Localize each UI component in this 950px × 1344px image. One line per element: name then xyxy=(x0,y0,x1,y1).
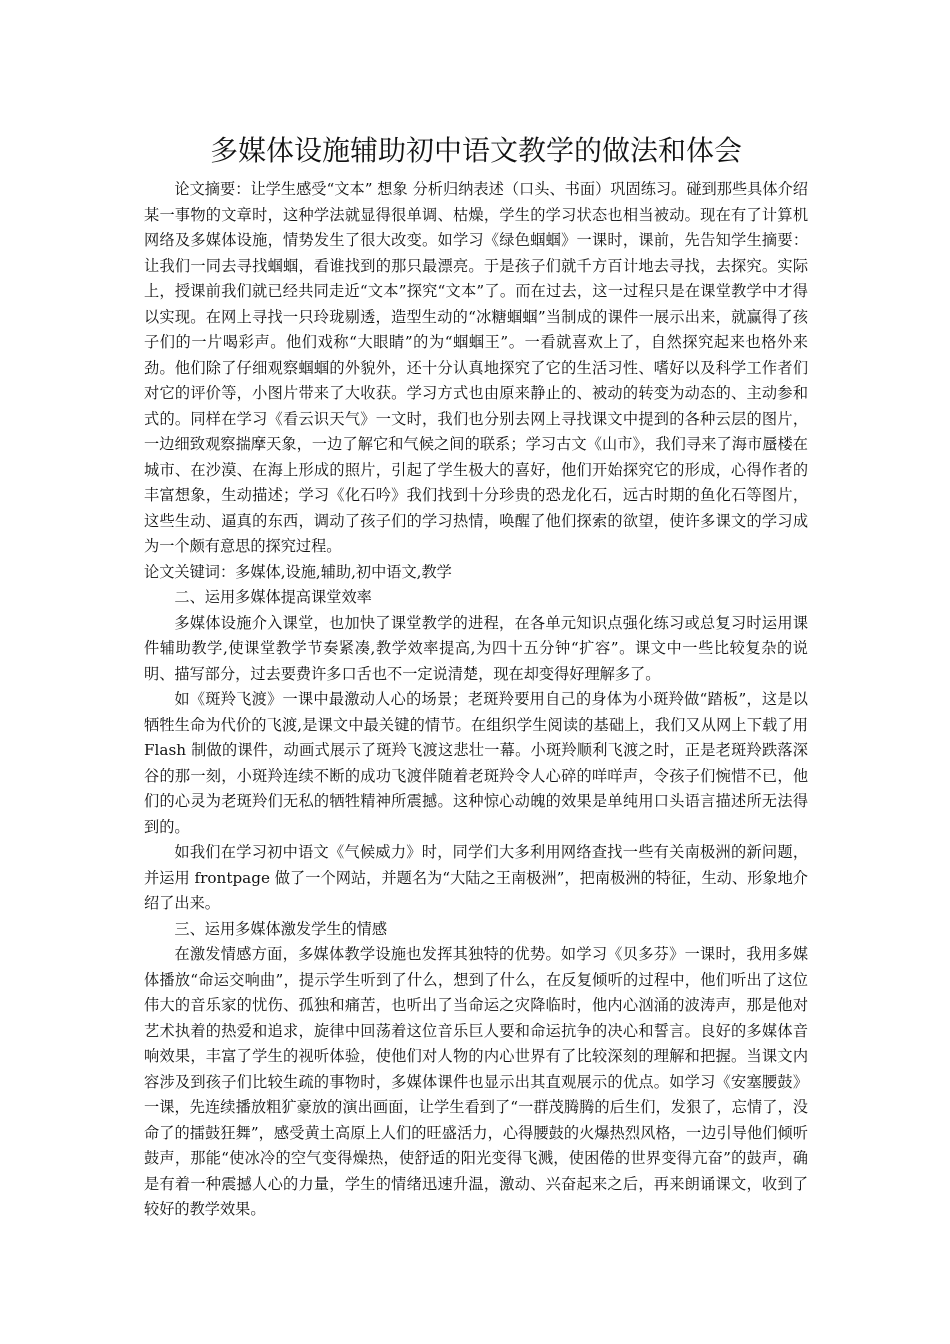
abstract-paragraph: 论文摘要：让学生感受“文本” 想象 分析归纳表述（口头、书面）巩固练习。碰到那些具体介绍某一事物的文章时，这种学法就显得很单调、枯燥，学生的学习状态也相当被动。现在有了计算机网络及多媒体设施，情势发生了很大改变。如学习《绿色蝈蝈》一课时，课前，先告知学生摘要：让我们一同去寻找蝈蝈，看谁找到的那只最漂亮。于是孩子们就千方百计地去寻找，去探究。实际上，授课前我们就已经共同走近“文本”探究“文本”了。而在过去，这一过程只是在课堂教学中才得以实现。在网上寻找一只玲珑剔透，造型生动的“冰糖蝈蝈”当制成的课件一展示出来，就赢得了孩子们的一片喝彩声。他们戏称“大眼睛”的为“蝈蝈王”。一看就喜欢上了，自然探究起来也格外来劲。他们除了仔细观察蝈蝈的外貌外，还十分认真地探究了它的生活习性、嗜好以及科学工作者们对它的评价等，小图片带来了大收获。学习方式也由原来静止的、被动的转变为动态的、主动参和式的。同样在学习《看云识天气》一文时，我们也分别去网上寻找课文中提到的各种云层的图片，一边细致观察揣摩天象，一边了解它和气候之间的联系；学习古文《山市》，我们寻来了海市蜃楼在城市、在沙漠、在海上形成的照片，引起了学生极大的喜好，他们开始探究它的形成，心得作者的丰富想象，生动描述；学习《化石吟》我们找到十分珍贵的恐龙化石，远古时期的鱼化石等图片，这些生动、逼真的东西，调动了孩子们的学习热情，唤醒了他们探索的欲望，使许多课文的学习成为一个颇有意思的探究过程。 xyxy=(144,180,808,555)
body-paragraph: 如《斑羚飞渡》一课中最激动人心的场景；老斑羚要用自己的身体为小斑羚做“踏板”，这是以牺牲生命为代价的飞渡,是课文中最关键的情节。在组织学生阅读的基础上，我们又从网上下载了用 Flash 制做的课件，动画式展示了斑羚飞渡这悲壮一幕。小斑羚顺利飞渡之时，正是老斑羚跌落深谷的那一刻，小斑羚连续不断的成功飞渡伴随着老斑羚令人心碎的咩咩声，令孩子们惋惜不已，他们的心灵为老斑羚们无私的牺牲精神所震撼。这种惊心动魄的效果是单纯用口头语言描述所无法得到的。 xyxy=(144,690,808,836)
document-page xyxy=(144,126,808,1223)
body-paragraph: 如我们在学习初中语文《气候威力》时，同学们大多利用网络查找一些有关南极洲的新问题，并运用 frontpage 做了一个网站，并题名为“大陆之王南极洲”，把南极洲的特征，生动、形象地介绍了出来。 xyxy=(144,843,808,912)
keywords-line: 论文关键词：多媒体,设施,辅助,初中语文,教学 xyxy=(144,562,452,581)
section-heading-3: 三、运用多媒体激发学生的情感 xyxy=(174,919,388,938)
document-title: 多媒体设施辅助初中语文教学的做法和体会 xyxy=(209,134,742,167)
body-paragraph: 多媒体设施介入课堂，也加快了课堂教学的进程，在各单元知识点强化练习或总复习时运用课件辅助教学,使课堂教学节奏紧凑,教学效率提高,为四十五分钟“扩容”。课文中一些比较复杂的说明、描写部分，过去要费许多口舌也不一定说清楚，现在却变得好理解多了。 xyxy=(144,613,808,683)
body-paragraph: 在激发情感方面，多媒体教学设施也发挥其独特的优势。如学习《贝多芬》一课时，我用多媒体播放“命运交响曲”，提示学生听到了什么，想到了什么，在反复倾听的过程中，他们听出了这位伟大的音乐家的忧伤、孤独和痛苦，也听出了当命运之灾降临时，他内心汹涌的波涛声，那是他对艺术执着的热爱和追求，旋律中回荡着这位音乐巨人要和命运抗争的决心和誓言。良好的多媒体音响效果，丰富了学生的视听体验，使他们对人物的内心世界有了比较深刻的理解和把握。当课文内容涉及到孩子们比较生疏的事物时，多媒体课件也显示出其直观展示的优点。如学习《安塞腰鼓》一课，先连续播放粗犷豪放的演出画面，让学生看到了“一群茂腾腾的后生们，发狠了，忘情了，没命了的擂鼓狂舞”，感受黄土高原上人们的旺盛活力，心得腰鼓的火爆热烈风格，一边引导他们倾听鼓声，那能“使冰冷的空气变得燥热，使舒适的阳光变得飞溅，使困倦的世界变得亢奋”的鼓声，确是有着一种震撼人心的力量，学生的情绪迅速升温，激动、兴奋起来之后，再来朗诵课文，收到了较好的教学效果。 xyxy=(144,945,808,1218)
section-heading-2: 二、运用多媒体提高课堂效率 xyxy=(174,588,372,606)
